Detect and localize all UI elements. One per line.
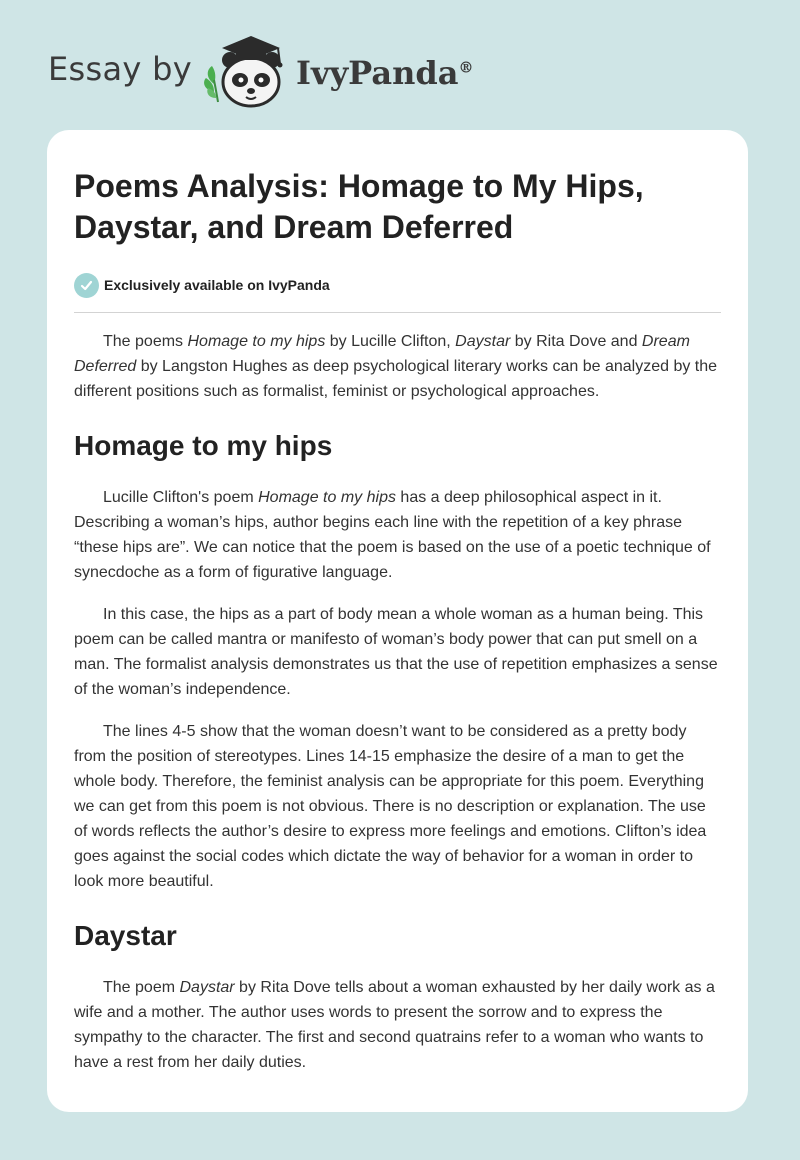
exclusive-label: Exclusively available on IvyPanda bbox=[104, 277, 330, 293]
intro-text-3: by Rita Dove and bbox=[510, 333, 642, 350]
daystar-p1-text-1: The poem bbox=[103, 979, 180, 996]
homage-paragraph-3: The lines 4-5 show that the woman doesn’t want to be considered as a pretty body from the position of stereotypes. Lines 14-15 emphasize the desire of a man to get the whole body. Therefore, the feminist analysis can be appropriate for this poem. Everything we can get from this poem is not obvious. There is no description or explanation. The use of words reflects the author’s desire to express more feelings and emotions. Clifton’s idea goes against the social codes which dictate the way of behavior for a woman in order to look more beautiful. bbox=[74, 723, 707, 890]
check-circle-icon bbox=[74, 273, 99, 298]
intro-poem-title-1: Homage to my hips bbox=[187, 333, 326, 350]
article-title: Poems Analysis: Homage to My Hips, Daystar, and Dream Deferred bbox=[74, 168, 644, 245]
homage-paragraph-2: In this case, the hips as a part of body mean a whole woman as a human being. This poem can be called mantra or manifesto of woman’s body power that can put smell on a man. The formalist analysis demonstrates us that the use of repetition emphasizes a sense of the woman’s independence. bbox=[74, 606, 718, 698]
homage-p1-poem-title: Homage to my hips bbox=[258, 489, 396, 506]
daystar-paragraph-1 bbox=[74, 975, 721, 1075]
brand-prefix: Essay by bbox=[48, 50, 192, 88]
section-heading-homage: Homage to my hips bbox=[74, 430, 333, 461]
intro-poem-title-3: Dream Deferred bbox=[74, 333, 690, 375]
intro-text-2: by Lucille Clifton, bbox=[325, 333, 456, 350]
homage-paragraph-1 bbox=[74, 485, 721, 585]
exclusive-badge bbox=[74, 272, 721, 298]
article-card bbox=[47, 130, 748, 1112]
intro-paragraph bbox=[74, 329, 721, 404]
daystar-p1-poem-title: Daystar bbox=[179, 979, 235, 996]
intro-text-1: The poems bbox=[103, 333, 188, 350]
intro-text-4: by Langston Hughes as deep psychological literary works can be analyzed by the different positions such as formalist, feminist or psychological approaches. bbox=[74, 358, 718, 400]
intro-poem-title-2: Daystar bbox=[455, 333, 511, 350]
panda-logo-icon[interactable] bbox=[200, 34, 294, 110]
title-divider bbox=[74, 312, 721, 313]
registered-mark: ® bbox=[458, 58, 474, 77]
brand-name-text: IvyPanda bbox=[296, 54, 459, 92]
brand-name bbox=[296, 54, 473, 92]
section-heading-daystar: Daystar bbox=[74, 920, 177, 951]
site-header bbox=[0, 0, 800, 130]
homage-p1-text-1: Lucille Clifton's poem bbox=[103, 489, 259, 506]
daystar-p1-text-2: by Rita Dove tells about a woman exhausted by her daily work as a wife and a mother. The author uses words to present the sorrow and to express the sympathy to the character. The first and second quatrains refer to a woman who wants to have a rest from her daily duties. bbox=[74, 979, 715, 1071]
homage-p1-text-2: has a deep philosophical aspect in it. Describing a woman’s hips, author begins each line with the repetition of a key phrase “these hips are”. We can notice that the poem is based on the use of a poetic technique of synecdoche as a form of figurative language. bbox=[74, 489, 711, 581]
